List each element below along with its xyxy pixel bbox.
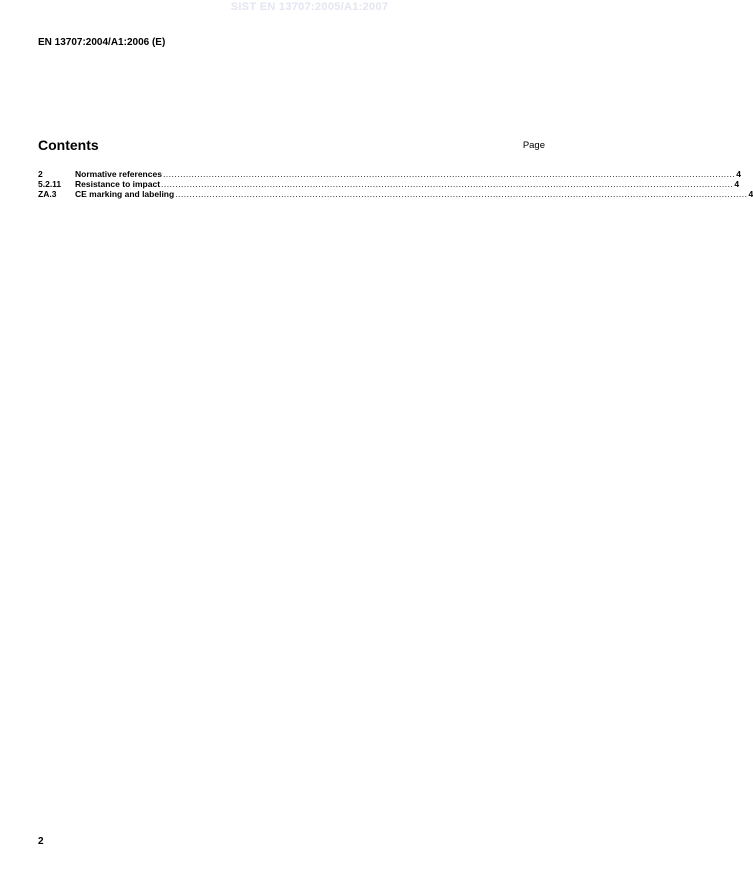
contents-title: Contents	[38, 137, 99, 153]
toc-entry[interactable]	[38, 169, 741, 179]
document-header-id: EN 13707:2004/A1:2006 (E)	[38, 37, 166, 48]
toc-entry[interactable]	[38, 189, 753, 199]
table-of-contents	[38, 169, 753, 199]
toc-entry-title: Normative references	[75, 169, 162, 179]
toc-leader-dots: ........................................................................................................................................................................................................	[162, 169, 736, 179]
contents-header	[38, 137, 545, 155]
page-number: 2	[38, 836, 44, 847]
toc-entry-number: 5.2.11	[38, 179, 62, 189]
watermark-text: SIST EN 13707:2005/A1:2007	[230, 1, 389, 13]
toc-entry-number: ZA.3	[38, 189, 57, 199]
toc-entry[interactable]	[38, 179, 740, 189]
toc-entry-page: 4	[748, 189, 753, 199]
toc-entry-title: Resistance to impact	[75, 179, 161, 189]
toc-entry-title: CE marking and labeling	[75, 189, 175, 199]
toc-entry-page: 4	[734, 179, 740, 189]
toc-entry-number: 2	[38, 169, 43, 179]
page-column-label: Page	[522, 140, 545, 151]
toc-leader-dots: ........................................................................................................................................................................................................	[161, 179, 734, 189]
toc-leader-dots: ........................................................................................................................................................................................................	[175, 189, 748, 199]
toc-entry-page: 4	[736, 169, 741, 179]
